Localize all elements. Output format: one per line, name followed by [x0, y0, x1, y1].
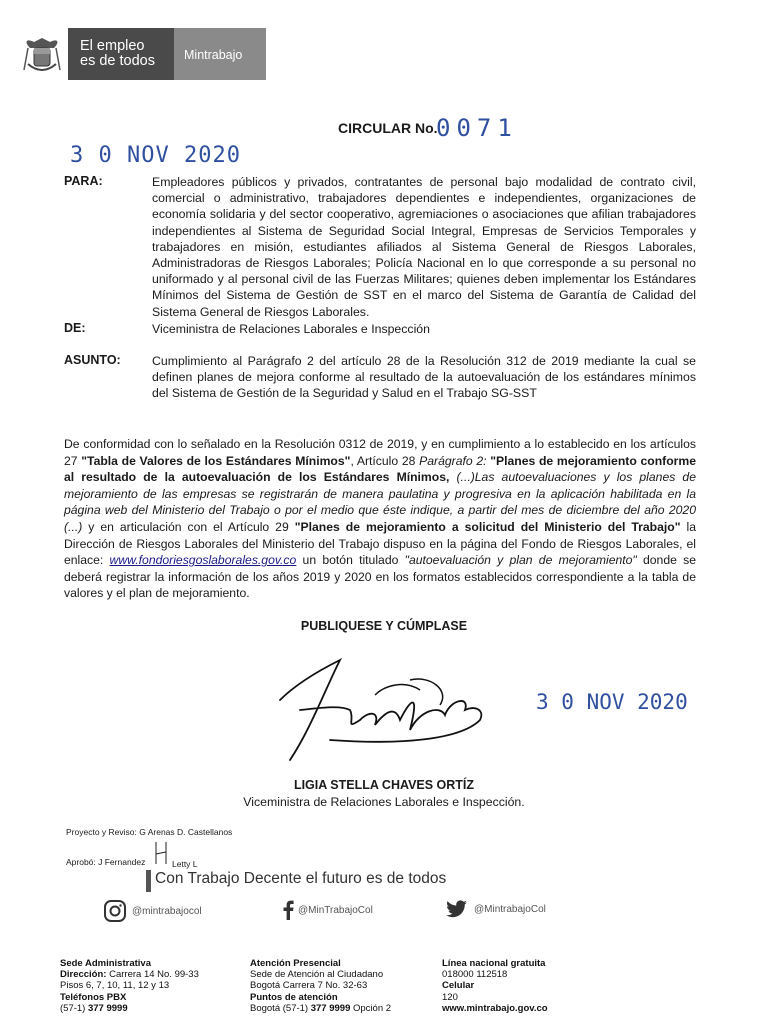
signer-role: Viceministra de Relaciones Laborales e Inspección. [243, 795, 525, 809]
body-text: un botón titulado [296, 553, 405, 568]
direccion-label: Dirección: [60, 969, 107, 981]
body-text: , Artículo 28 [350, 453, 420, 468]
para-text: Empleadores públicos y privados, contratantes de personal bajo modalidad de contrato civil, comercial o administrativo, trabajadores dependientes e independientes, organizaciones de economía solidaria y del sector cooperativo, agremiaciones o asociaciones que afilian trabajadores independientes al Sistema de Seguridad Social Integral, Empresas de Servicios Temporales y trabajadores en misión, estudiantes afiliados al Sistema General de Riesgos Laborales, Administradoras de Riesgos Laborales; Policía Nacional en lo que corresponde a su personal no uniformado y al personal civil de las Fuerzas Militares; quienes deben implementar los Estándares Mínimos del Sistema de Gestión de SST en el marco del Sistema de Garantía de Calidad del Sistema General de Riesgos Laborales. [152, 175, 696, 319]
asunto-label: ASUNTO: [64, 353, 121, 367]
asunto-text: Cumplimiento al Parágrafo 2 del artículo 28 de la Resolución 312 de 2019 mediante la cual se definen planes de mejora conforme al resultado de la autoevaluación de los estándares mínimos del Sistema de Gestión de la Seguridad y Salud en el Trabajo SG-SST [152, 354, 696, 401]
letty: Letty L [172, 859, 198, 869]
date-stamp-2: 3 0 NOV 2020 [536, 690, 688, 714]
facebook-link[interactable] [282, 900, 373, 920]
body-bold: "Tabla de Valores de los Estándares Mínimos" [81, 453, 351, 468]
signer-name: LIGIA STELLA CHAVES ORTÍZ [293, 778, 475, 792]
twitter-handle: @MintrabajoCol [474, 903, 546, 915]
telefonos-label: Teléfonos PBX [60, 991, 127, 1003]
twitter-icon [446, 900, 468, 918]
instagram-icon [104, 900, 126, 922]
instagram-handle: @mintrabajocol [132, 905, 202, 917]
puntos-title: Puntos de atención [250, 991, 338, 1003]
telefono-number: 377 9999 [87, 1002, 128, 1014]
facebook-handle: @MinTrabajoCol [298, 904, 373, 916]
body-text: la Dirección de Riesgos Laborales del Ministerio del Trabajo dispuso en la página del Fondo de Riesgos Laborales, el enlace: [64, 519, 696, 568]
ministry-name: Mintrabajo [174, 28, 266, 80]
brand-slogan [68, 28, 174, 80]
slogan-bar [146, 870, 151, 892]
pisos: Pisos 6, 7, 10, 11, 12 y 13 [60, 980, 170, 992]
website-link[interactable]: www.mintrabajo.gov.co [442, 1002, 548, 1014]
facebook-icon [282, 900, 294, 920]
direccion-value: Carrera 14 No. 99-33 [106, 969, 199, 981]
linea-title: Línea nacional gratuita [442, 958, 546, 969]
fondo-riesgos-link[interactable]: www.fondoriesgoslaborales.gov.co [109, 553, 297, 568]
twitter-link[interactable] [446, 900, 546, 918]
body-bold: "Planes de mejoramiento a solicitud del Ministerio del Trabajo" [294, 519, 681, 534]
atencion-title: Atención Presencial [250, 958, 341, 969]
brand-logo [68, 28, 266, 80]
sede-title: Sede Administrativa [60, 958, 151, 969]
puntos-option: Opción 2 [350, 1002, 392, 1014]
circular-number: 0071 [436, 114, 518, 142]
body-bold: "Planes de mejoramiento conforme al resultado de la autoevaluación de los Estándares Mínimos, [64, 453, 696, 485]
initials-mark [152, 840, 170, 871]
proyecto-reviso: Proyecto y Reviso: G Arenas D. Castellanos [66, 827, 233, 837]
brand-line-1: El empleo [80, 38, 145, 54]
body-text: y en articulación con el Artículo 29 [82, 519, 295, 534]
para-label: PARA: [64, 174, 103, 188]
publiquese-heading: PUBLIQUESE Y CÚMPLASE [300, 619, 468, 633]
body-italic: "autoevaluación y plan de mejoramiento" [404, 553, 637, 568]
body-text: De conformidad con lo señalado en la Resolución 0312 de 2019, y en cumplimiento a lo establecido en los artículos 27 [64, 437, 696, 468]
celular-label: Celular [442, 980, 475, 992]
body-italic: (...)Las autoevaluaciones y los planes de mejoramiento de las empresas se registrarán de manera paulatina y progresiva en la aplicación habilitada en la página web del Ministerio del Trabajo o por el medio que éste indique, a partir del mes de diciembre del año 2020 (...) [64, 470, 696, 534]
date-stamp: 3 0 NOV 2020 [70, 143, 241, 168]
atencion-direccion: Bogotá Carrera 7 No. 32-63 [250, 980, 368, 992]
circular-label: CIRCULAR No. [338, 120, 438, 136]
de-label: DE: [64, 321, 86, 335]
slogan: Con Trabajo Decente el futuro es de todos [155, 870, 447, 887]
footer-sede [60, 958, 199, 1014]
colombia-crest-icon [22, 34, 62, 76]
puntos-prefix: Bogotá (57-1) [250, 1002, 311, 1014]
brand-line-2: es de todos [80, 53, 155, 69]
puntos-number: 377 9999 [310, 1002, 351, 1014]
instagram-link[interactable] [104, 900, 202, 922]
linea-number: 018000 112518 [442, 969, 508, 981]
aprobo: Aprobó: J Fernandez [66, 857, 146, 867]
handwritten-signature [270, 650, 500, 770]
body-italic: Parágrafo 2: [419, 453, 491, 468]
body-text: donde se deberá registrar la información de los años 2019 y 2020 en los formatos establecidos correspondiente a la tabla de valores y el plan de mejoramiento. [64, 553, 696, 601]
atencion-sede: Sede de Atención al Ciudadano [250, 969, 384, 981]
telefono-prefix: (57-1) [60, 1002, 88, 1014]
footer-linea [442, 958, 548, 1014]
celular-number: 120 [442, 991, 458, 1003]
de-text: Viceministra de Relaciones Laborales e Inspección [152, 322, 430, 336]
footer-atencion [250, 958, 391, 1014]
body-paragraph [64, 436, 696, 602]
